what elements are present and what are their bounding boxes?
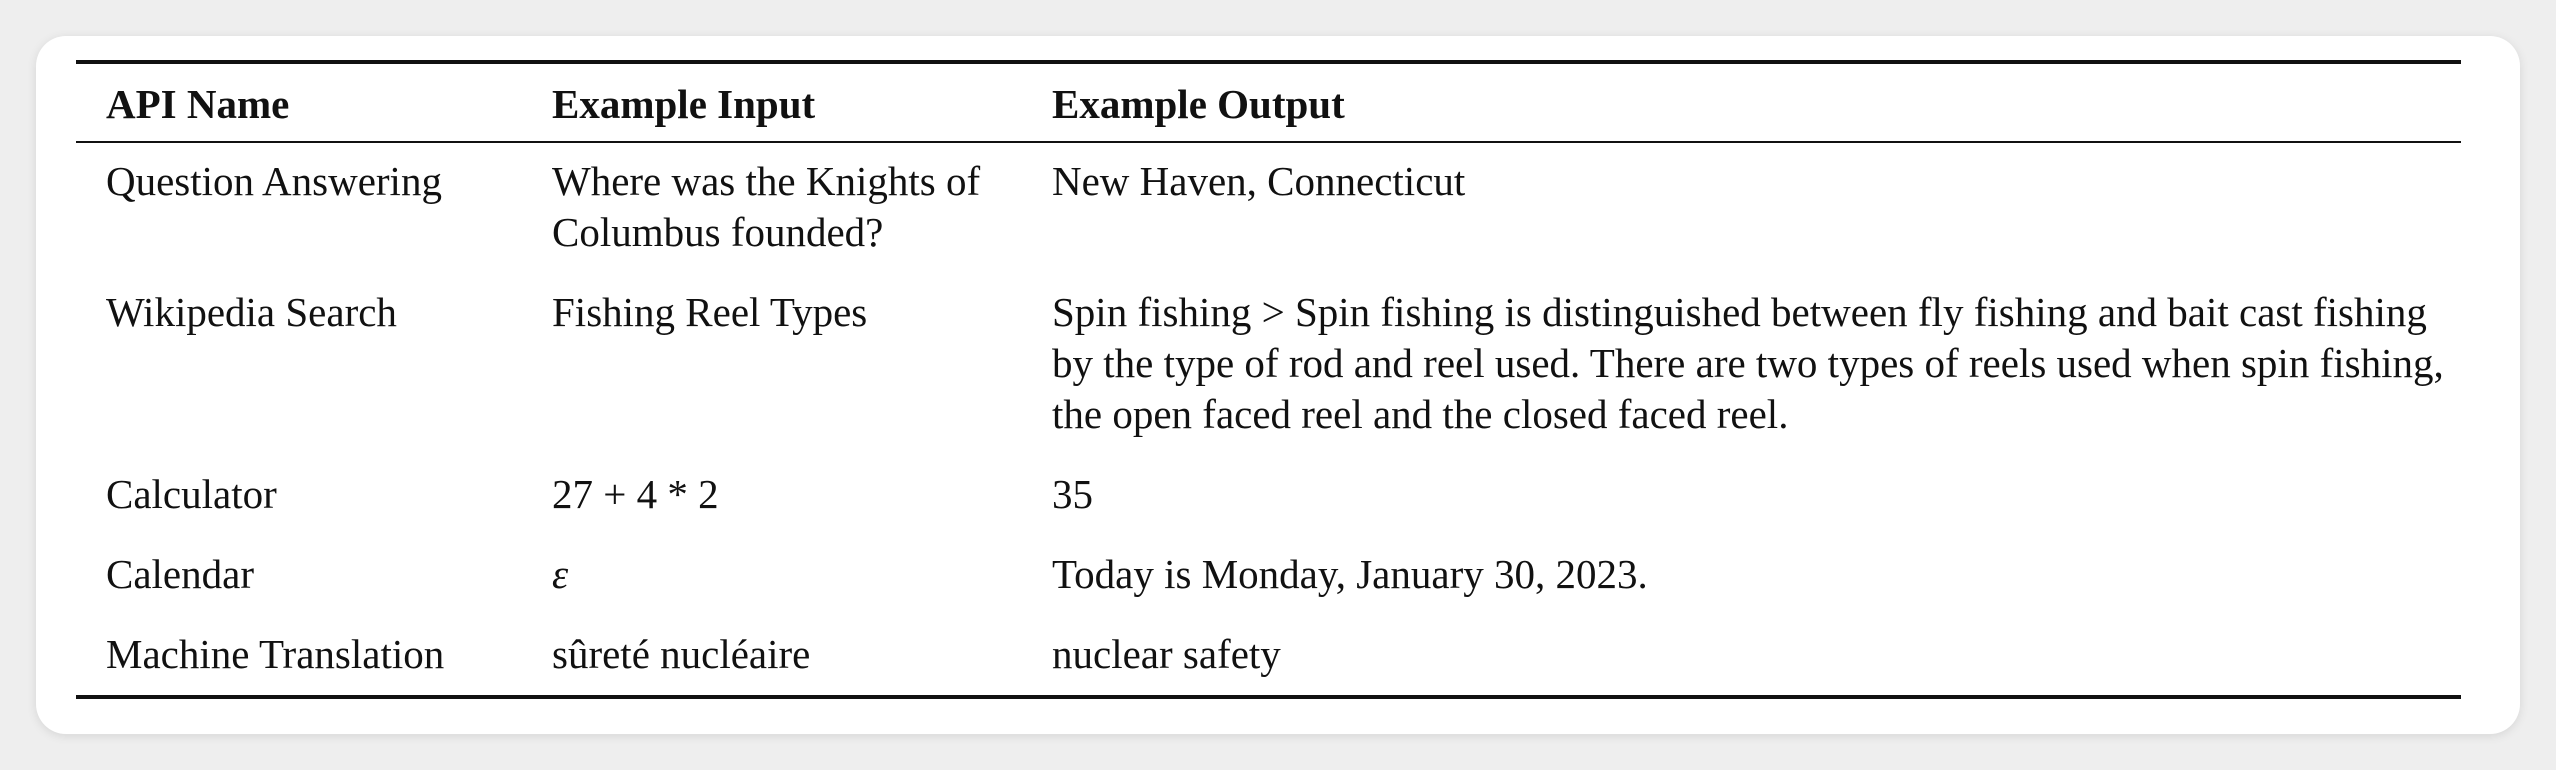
table-row — [76, 456, 2461, 536]
example-input-cell: Fishing Reel Types — [552, 289, 868, 335]
api-name-cell: Calculator — [106, 471, 277, 517]
api-examples-table — [76, 60, 2461, 699]
example-output-cell: New Haven, Connecticut — [1052, 158, 1466, 204]
api-name-cell: Question Answering — [106, 158, 442, 204]
api-name-cell: Calendar — [106, 551, 254, 597]
table-row — [76, 274, 2461, 456]
api-name-cell: Wikipedia Search — [106, 289, 397, 335]
example-input-cell: 27 + 4 * 2 — [552, 471, 719, 517]
table-row — [76, 142, 2461, 274]
api-name-cell: Machine Translation — [106, 631, 445, 677]
example-input-cell: ε — [552, 551, 569, 597]
example-input-cell: sûreté nucléaire — [552, 631, 811, 677]
table-row — [76, 616, 2461, 697]
header-api-name: API Name — [106, 81, 290, 127]
table-row — [76, 536, 2461, 616]
table-header — [76, 62, 2461, 142]
example-output-cell: 35 — [1052, 471, 1093, 517]
header-example-input: Example Input — [552, 81, 816, 127]
table-card — [36, 36, 2520, 734]
table-body — [76, 142, 2461, 697]
example-output-cell: Spin fishing > Spin fishing is distinguished between fly fishing and bait cast fishing by the type of rod and reel used. There are two types of reels used when spin fishing, the open faced reel and the closed faced reel. — [1052, 289, 2444, 437]
example-output-cell: Today is Monday, January 30, 2023. — [1052, 551, 1648, 597]
header-row — [76, 62, 2461, 142]
example-input-cell: Where was the Knights of Columbus founded? — [552, 158, 981, 255]
example-output-cell: nuclear safety — [1052, 631, 1281, 677]
header-example-output: Example Output — [1052, 81, 1345, 127]
